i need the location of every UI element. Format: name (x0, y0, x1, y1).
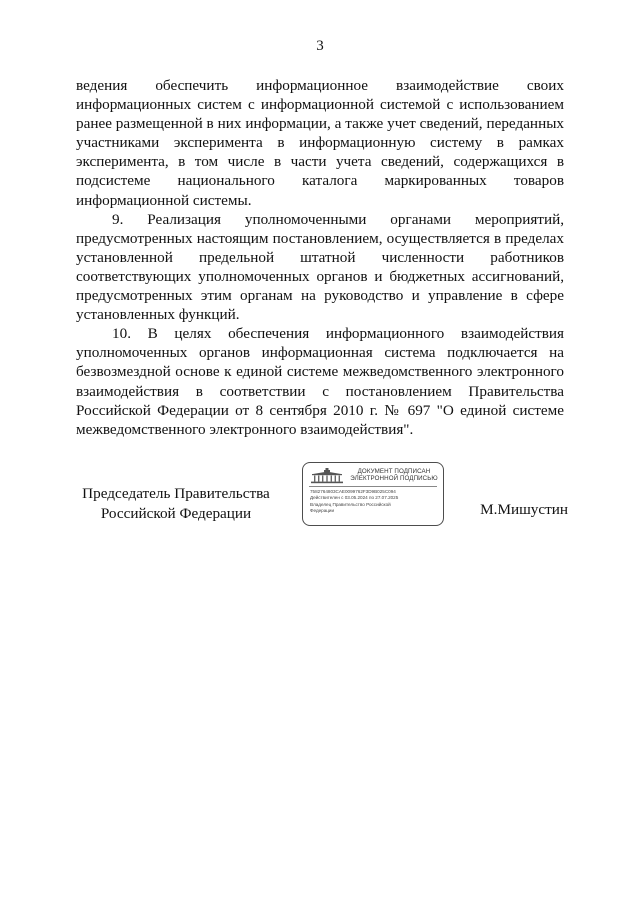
document-body (76, 76, 564, 439)
stamp-divider (309, 486, 437, 487)
stamp-title-line2: ЭЛЕКТРОННОЙ ПОДПИСЬЮ (350, 475, 438, 483)
paragraph-continuation: ведения обеспечить информационное взаимодействие своих информационных систем с информационной системой с использованием ранее размещенной в них информации, а также учет сведений, переданных участниками эксперимента в информационную систему в рамках эксперимента, в том числе в части учета сведений, содержащихся в подсистеме национального каталога маркированных товаров информационной системы. (76, 77, 564, 209)
paragraph-item-10: 10. В целях обеспечения информационного взаимодействия уполномоченных органов информационная система подключается на безвозмездной основе к единой системе межведомственного электронного взаимодействия в соответствии с постановлением Правительства Российской Федерации от 8 сентября 2010 г. № 697 "О единой системе межведомственного электронного взаимодействия". (76, 325, 564, 438)
signatory-position-line2: Российской Федерации (100, 504, 252, 522)
stamp-owner-line2: Федерации (310, 507, 335, 513)
paragraph-item-9: 9. Реализация уполномоченными органами мероприятий, предусмотренных настоящим постановлением, осуществляется в пределах установленной предельной штатной численности работников соответствующих уполномоченных органов и бюджетных ассигнований, предусмотренных этим органам на руководство и управление в сфере установленных функций. (76, 210, 564, 324)
signatory-position-line1: Председатель Правительства (82, 485, 270, 502)
stamp-details (310, 489, 440, 514)
stamp-owner-line1: Владелец Правительство Российской (310, 501, 391, 507)
stamp-certificate: 7582764803CAE0099762F3D9B025C094 (310, 489, 396, 494)
electronic-signature-stamp (302, 462, 444, 526)
signatory-position (76, 484, 276, 523)
government-building-icon (310, 468, 344, 484)
stamp-validity: Действителен с 03.05.2024 по 27.07.2025 (310, 495, 399, 501)
stamp-title-line1: ДОКУМЕНТ ПОДПИСАН (357, 468, 431, 475)
page-number: 3 (316, 38, 324, 54)
stamp-title (348, 468, 440, 483)
signatory-name: М.Мишустин (480, 501, 568, 518)
